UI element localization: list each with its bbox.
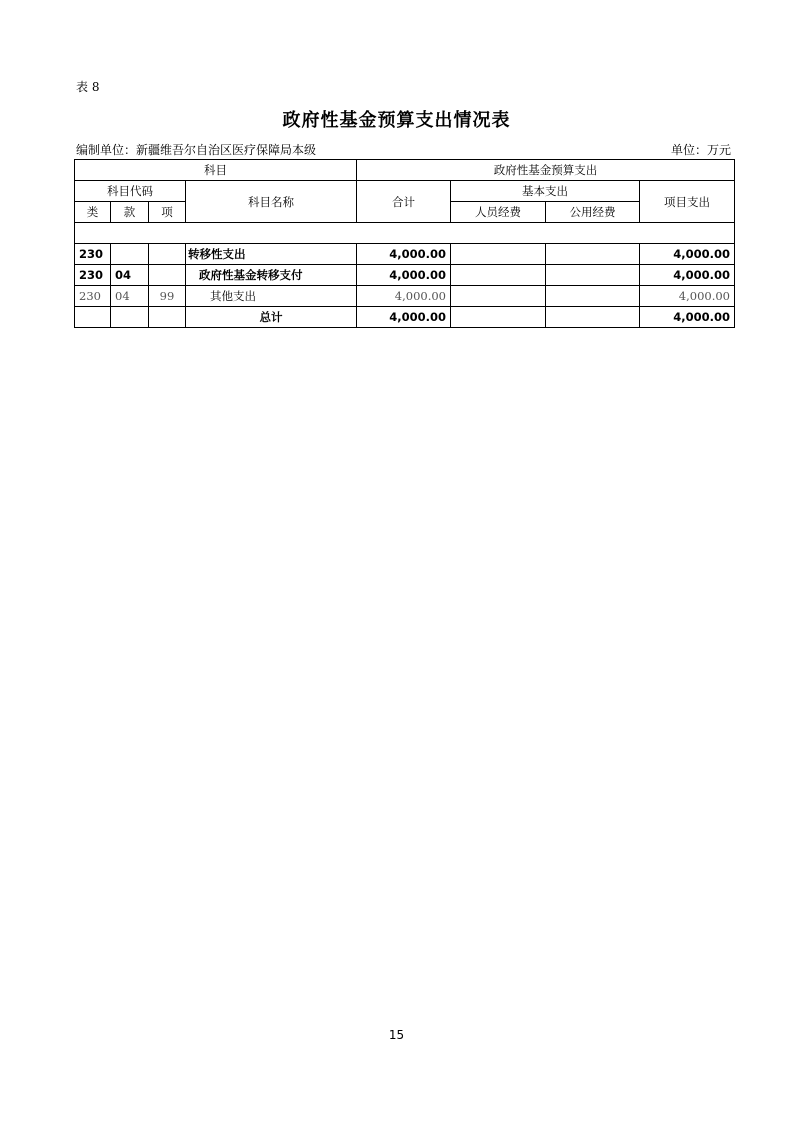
cell-summary-project: 4,000.00: [640, 307, 735, 328]
cell-summary-personnel: [451, 307, 546, 328]
header-subject-code: 科目代码: [75, 181, 186, 202]
cell-item: [149, 265, 186, 286]
header-project: 项目支出: [640, 181, 735, 223]
header-class: 类: [75, 202, 111, 223]
header-total: 合计: [357, 181, 451, 223]
cell-public: [546, 286, 640, 307]
header-separator: [75, 223, 735, 244]
cell-public: [546, 244, 640, 265]
budget-table: [74, 159, 735, 328]
cell-summary-total: 4,000.00: [357, 307, 451, 328]
currency-unit: 单位：万元: [670, 143, 731, 157]
cell-section: [111, 244, 149, 265]
cell-class: 230: [75, 265, 111, 286]
cell-personnel: [451, 265, 546, 286]
header-item: 项: [149, 202, 186, 223]
cell-total: 4,000.00: [357, 244, 451, 265]
header-subject-name: 科目名称: [186, 181, 357, 223]
header-public: 公用经费: [546, 202, 640, 223]
page-number: 15: [388, 1028, 405, 1042]
header-section: 款: [111, 202, 149, 223]
table-label: 表 8: [76, 80, 100, 94]
header-fund-expenditure: 政府性基金预算支出: [357, 160, 735, 181]
header-row-1: [75, 160, 735, 181]
cell-item: 99: [149, 286, 186, 307]
compiling-unit: 编制单位：新疆维吾尔自治区医疗保障局本级: [76, 143, 317, 157]
cell-name: 转移性支出: [186, 244, 357, 265]
cell-project: 4,000.00: [640, 265, 735, 286]
table-row: [75, 286, 735, 307]
cell-total: 4,000.00: [357, 286, 451, 307]
page-title: 政府性基金预算支出情况表: [282, 110, 511, 131]
separator-cell: [75, 223, 735, 244]
cell-section: [111, 307, 149, 328]
table-row: [75, 244, 735, 265]
cell-class: 230: [75, 286, 111, 307]
cell-project: 4,000.00: [640, 244, 735, 265]
cell-item: [149, 244, 186, 265]
cell-project: 4,000.00: [640, 286, 735, 307]
cell-class: [75, 307, 111, 328]
cell-public: [546, 265, 640, 286]
cell-name: 其他支出: [186, 286, 357, 307]
table-row: [75, 265, 735, 286]
cell-total: 4,000.00: [357, 265, 451, 286]
cell-summary-public: [546, 307, 640, 328]
cell-class: 230: [75, 244, 111, 265]
header-basic: 基本支出: [451, 181, 640, 202]
header-row-2: [75, 181, 735, 202]
cell-personnel: [451, 286, 546, 307]
cell-item: [149, 307, 186, 328]
cell-summary-label: 总计: [186, 307, 357, 328]
cell-personnel: [451, 244, 546, 265]
cell-name: 政府性基金转移支付: [186, 265, 357, 286]
cell-section: 04: [111, 265, 149, 286]
header-subject: 科目: [75, 160, 357, 181]
cell-section: 04: [111, 286, 149, 307]
summary-row: [75, 307, 735, 328]
header-personnel: 人员经费: [451, 202, 546, 223]
